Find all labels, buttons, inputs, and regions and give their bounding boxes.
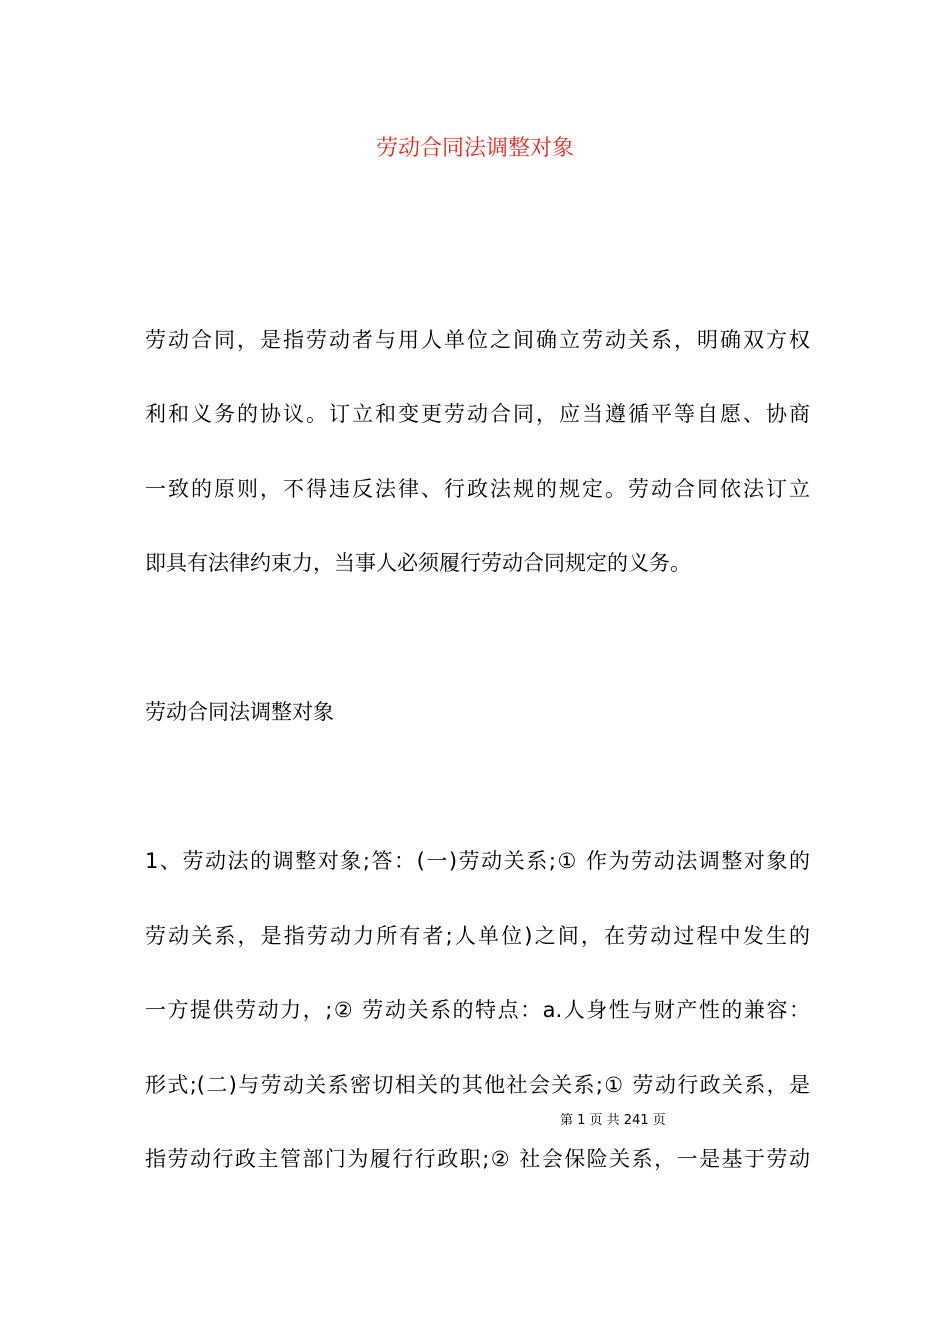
paragraph-line: 利和义务的协议。订立和变更劳动合同，应当遵循平等自愿、协商 <box>145 402 810 426</box>
paragraph-line: 形式;(二)与劳动关系密切相关的其他社会关系;① 劳动行政关系，是 <box>145 1073 810 1097</box>
paragraph-line: 一致的原则，不得违反法律、行政法规的规定。劳动合同依法订立 <box>145 477 810 501</box>
document-title: 劳动合同法调整对象 <box>375 136 574 161</box>
paragraph-line: 劳动合同，是指劳动者与用人单位之间确立劳动关系，明确双方权 <box>145 328 810 352</box>
paragraph-line: 劳动关系，是指劳动力所有者;人单位)之间，在劳动过程中发生的 <box>145 924 810 948</box>
section-heading: 劳动合同法调整对象 <box>145 700 334 724</box>
paragraph-line: 1、劳动法的调整对象;答：(一)劳动关系;① 作为劳动法调整对象的 <box>145 849 810 873</box>
paragraph-line: 指劳动行政主管部门为履行行政职;② 社会保险关系，一是基于劳动 <box>145 1147 810 1171</box>
paragraph-line: 一方提供劳动力，;② 劳动关系的特点：a.人身性与财产性的兼容： <box>145 998 810 1022</box>
paragraph-line: 即具有法律约束力，当事人必须履行劳动合同规定的义务。 <box>145 551 691 575</box>
page-number: 第 1 页 共 241 页 <box>560 1113 666 1128</box>
